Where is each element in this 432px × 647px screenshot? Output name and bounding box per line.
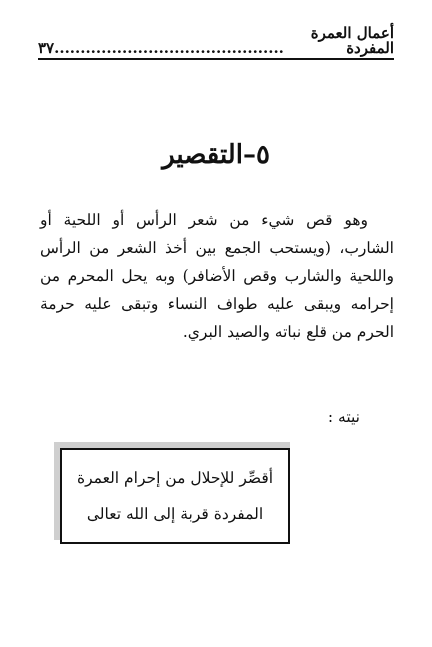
- intention-line-2: المفردة قربة إلى الله تعالى: [86, 505, 264, 523]
- header-divider: [38, 58, 394, 60]
- body-paragraph: وهو قص شيء من شعر الرأس أو اللحية أو الشارب، (ويستحب الجمع بين أخذ الشعر من الرأس واللحية والشارب وقص الأضافر) وبه يحل المحرم من إحرامه ويبقى عليه طواف النساء وتبقى عليه حرمة الحرم من قلع نباته والصيد البري.: [40, 211, 394, 341]
- intention-label: نيته :: [327, 408, 360, 426]
- running-title: أعمال العمرة المفردة: [310, 24, 394, 57]
- page-header: [38, 24, 394, 57]
- section-heading: ٥–التقصير: [162, 140, 270, 170]
- intention-box: [60, 448, 290, 544]
- page-number: ٣٧............................................: [38, 39, 284, 57]
- intention-line-1: أقصِّر للإحلال من إحرام العمرة: [76, 469, 274, 487]
